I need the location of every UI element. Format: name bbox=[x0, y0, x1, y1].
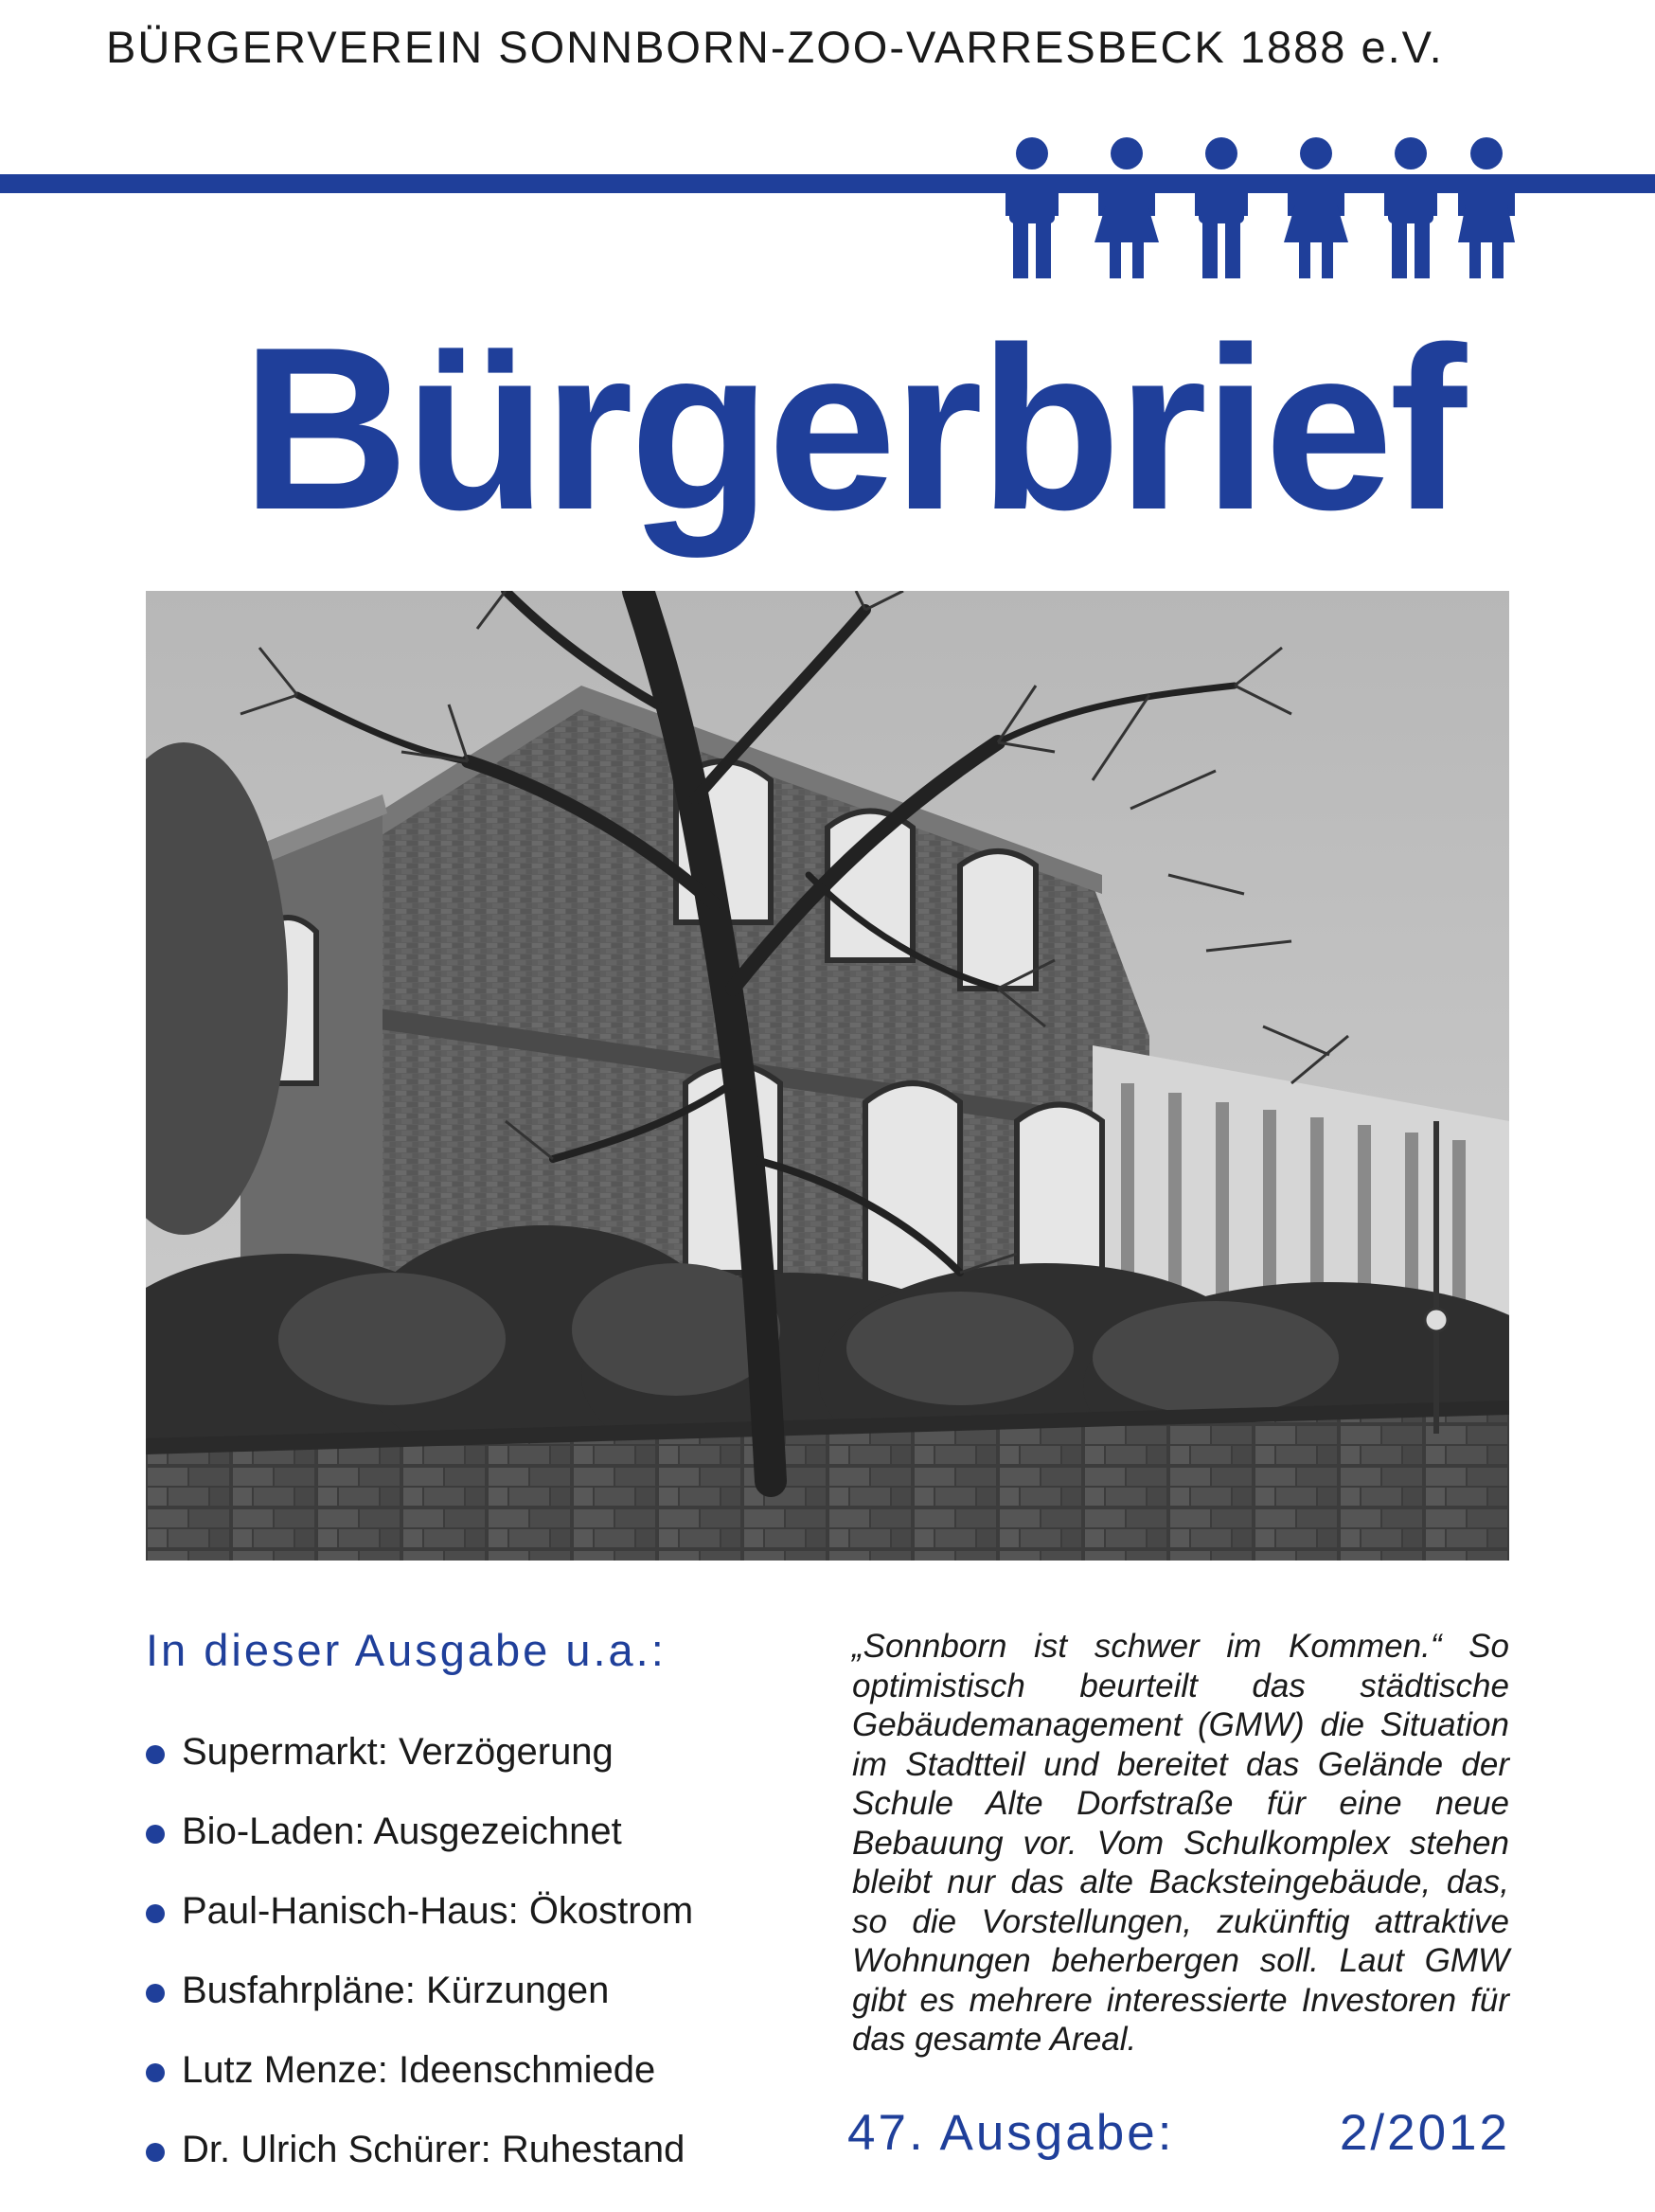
bullet-icon bbox=[146, 2143, 165, 2162]
woman-figure-icon bbox=[1094, 137, 1159, 278]
contents-item-label: Lutz Menze: Ideenschmiede bbox=[182, 2048, 656, 2091]
association-name: BÜRGERVEREIN SONNBORN-ZOO-VARRESBECK 1888 e.V. bbox=[106, 22, 1444, 72]
school-building-illustration bbox=[146, 591, 1509, 1561]
issue-number: 2/2012 bbox=[1339, 2105, 1510, 2161]
contents-heading: In dieser Ausgabe u.a.: bbox=[146, 1625, 667, 1675]
contents-item-label: Dr. Ulrich Schürer: Ruhestand bbox=[182, 2128, 685, 2170]
issue-line bbox=[847, 2104, 1510, 2162]
contents-item bbox=[146, 2030, 752, 2110]
contents-item bbox=[146, 1951, 752, 2030]
woman-figure-icon bbox=[1284, 137, 1348, 278]
contents-list bbox=[146, 1712, 752, 2189]
contents-box bbox=[146, 1624, 752, 2189]
cover-photo bbox=[146, 591, 1509, 1561]
bullet-icon bbox=[146, 2063, 165, 2082]
contents-item bbox=[146, 1792, 752, 1871]
bullet-icon bbox=[146, 1825, 165, 1844]
woman-figure-icon bbox=[1458, 137, 1515, 278]
contents-item-label: Bio-Laden: Ausgezeichnet bbox=[182, 1810, 622, 1852]
bullet-icon bbox=[146, 1745, 165, 1764]
people-figures-logo-icon bbox=[985, 136, 1515, 288]
contents-item bbox=[146, 1871, 752, 1951]
lead-text: „Sonnborn ist schwer im Kommen.“ So optimistisch beurteilt das städtische Gebäudemanagement (GMW) die Situation im Stadtteil und bereitet das Gelände der Schule Alte Dorfstraße für eine neue Bebauung vor. Vom Schulkomplex stehen bleibt nur das alte Backsteingebäude, das, so die Vorstellungen, zukünftig attraktive Wohnungen beherbergen soll. Laut GMW gibt es mehrere interessierte Investoren für das gesamte Areal. bbox=[852, 1628, 1509, 2058]
man-figure-icon bbox=[1384, 137, 1437, 278]
bullet-icon bbox=[146, 1984, 165, 2003]
magazine-title: Bürgerbrief bbox=[241, 298, 1464, 558]
man-figure-icon bbox=[1195, 137, 1248, 278]
bullet-icon bbox=[146, 1904, 165, 1923]
contents-item bbox=[146, 1712, 752, 1792]
contents-item bbox=[146, 2110, 752, 2189]
contents-item-label: Paul-Hanisch-Haus: Ökostrom bbox=[182, 1889, 694, 1932]
contents-item-label: Busfahrpläne: Kürzungen bbox=[182, 1969, 610, 2011]
man-figure-icon bbox=[1005, 137, 1059, 278]
issue-label: 47. Ausgabe: bbox=[847, 2105, 1175, 2161]
contents-item-label: Supermarkt: Verzögerung bbox=[182, 1730, 614, 1773]
